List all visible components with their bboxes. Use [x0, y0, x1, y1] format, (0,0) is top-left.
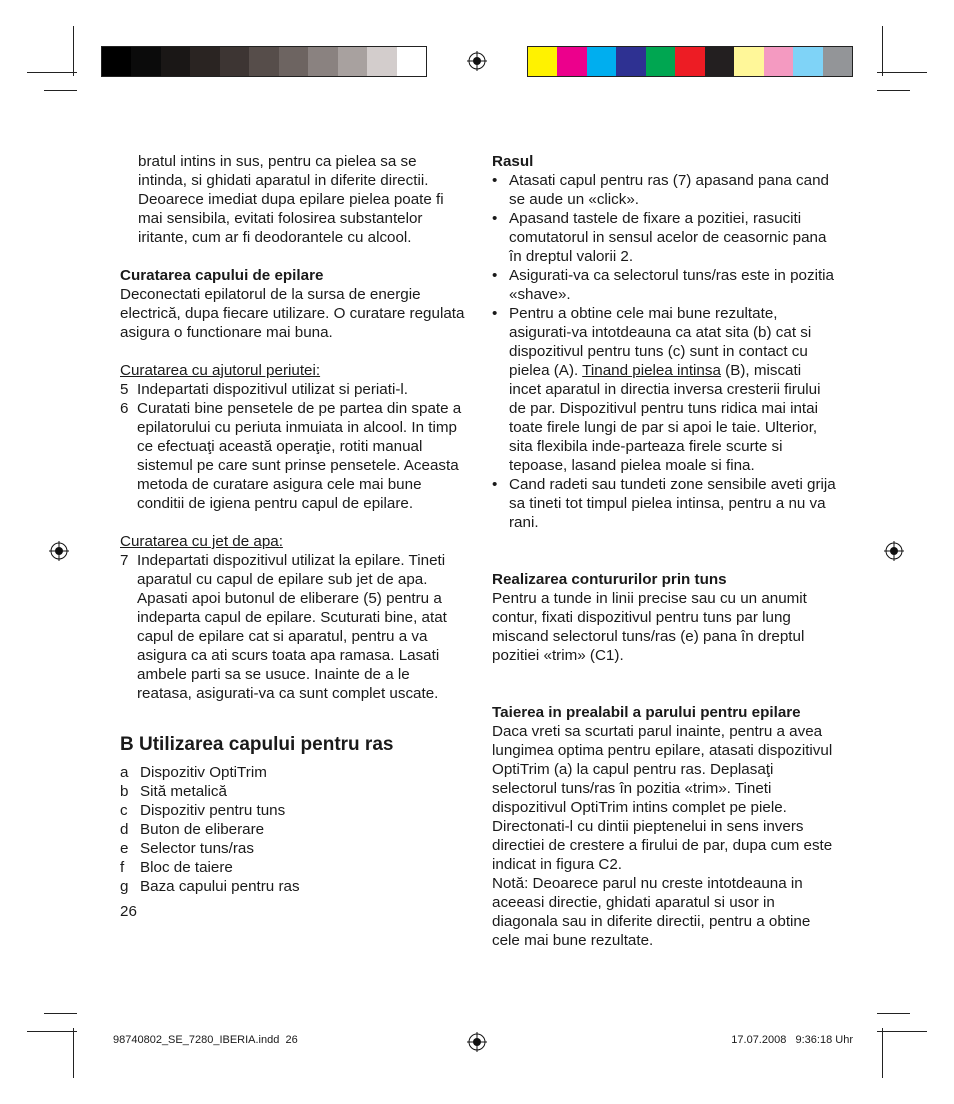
color-swatch	[131, 47, 161, 76]
bullet-icon: •	[492, 172, 498, 189]
bullet-text-part: (B), miscati incet aparatul in directia inversa cresterii firului de par. Dispozitivul pentru tuns ridica mai intai toate firele lungi de par si apoi le taie. Ulterior, sita flexibila inde-parteaza firele scurte si tepoase, lasand pielea moale si fina.	[509, 362, 821, 474]
registration-mark-icon	[467, 1032, 487, 1052]
contour-heading: Realizarea contururilor prin tuns	[492, 571, 727, 588]
list-item	[120, 877, 465, 896]
list-item	[120, 763, 465, 782]
part-label: Dispozitiv pentru tuns	[140, 802, 286, 819]
color-swatch	[793, 47, 823, 76]
color-swatch	[675, 47, 705, 76]
color-swatch	[220, 47, 250, 76]
footer-timestamp: 17.07.2008 9:36:18 Uhr	[731, 1034, 853, 1046]
underlined-phrase: Tinand pielea intinsa	[582, 362, 721, 379]
registration-mark-icon	[884, 541, 904, 561]
step-text: Indepartati dispozitivul utilizat si periati-l.	[137, 381, 408, 398]
footer-page: 26	[285, 1034, 298, 1046]
list-item	[120, 820, 465, 839]
color-swatch	[557, 47, 587, 76]
step-number: 5	[120, 381, 129, 398]
part-letter: e	[120, 840, 129, 857]
color-swatch	[279, 47, 309, 76]
list-item	[120, 858, 465, 877]
contour-paragraph: Pentru a tunde in linii precise sau cu un anumit contur, fixati dispozitivul pentru tuns par lung miscand selectorul tuns/ras (e) pana în dreptul pozitiei «trim» (C1).	[492, 590, 807, 664]
bullet-text: Asigurati-va ca selectorul tuns/ras este in pozitia «shave».	[509, 267, 834, 303]
shave-heading: Rasul	[492, 153, 534, 170]
color-swatch	[338, 47, 368, 76]
step-number: 7	[120, 552, 129, 569]
step-text: Curatati bine pensetele de pe partea din spate a epilatorului cu periuta inmuiata in alcool. In timp ce efectuaţi această operaţie, rotiti manual sistemul pe care sunt prinse pensetele. Aceasta metoda de curatare asigura cele mai bune conditii de igiena pentru capul de epilare.	[137, 400, 462, 512]
step-item	[120, 380, 465, 399]
color-swatch	[102, 47, 132, 76]
list-item	[120, 839, 465, 858]
part-letter: a	[120, 764, 129, 781]
color-swatch	[308, 47, 338, 76]
bullet-text: Apasand tastele de fixare a pozitiei, rasuciti comutatorul in sensul acelor de ceasornic pana în dreptul valorii 2.	[509, 210, 827, 265]
color-swatch	[528, 47, 558, 76]
bullet-item	[492, 209, 837, 266]
color-swatch	[646, 47, 676, 76]
parts-list	[120, 763, 465, 896]
water-cleaning-heading: Curatarea cu jet de apa:	[120, 533, 283, 550]
bullet-icon: •	[492, 267, 498, 284]
part-letter: f	[120, 859, 125, 876]
bullet-text: Cand radeti sau tundeti zone sensibile aveti grija sa tineti tot timpul pielea intinsa, pentru a nu va rani.	[509, 476, 836, 531]
process-color-bar	[527, 46, 853, 77]
part-label: Baza capului pentru ras	[140, 878, 300, 895]
step-item	[120, 551, 465, 703]
bullet-icon: •	[492, 305, 498, 322]
color-swatch	[587, 47, 617, 76]
right-column	[492, 152, 837, 950]
color-swatch	[734, 47, 764, 76]
note-paragraph: Notă: Deoarece parul nu creste intotdeauna in aceeasi directie, ghidati aparatul si usor in diagonala sau in diferite directii, pentru a obtine cele mai bune rezultate.	[492, 875, 811, 949]
color-swatch	[190, 47, 220, 76]
registration-mark-icon	[49, 541, 69, 561]
color-swatch	[249, 47, 279, 76]
bullet-text-part: Pentru a obtine cele mai bune rezultate, asigurati-va intotdeauna ca atat sita (b) cat si dispozitivul pentru tuns (c) sunt in contact cu pielea (A).	[509, 305, 812, 379]
color-swatch	[705, 47, 735, 76]
step-number: 6	[120, 400, 129, 417]
part-letter: c	[120, 802, 128, 819]
part-label: Dispozitiv OptiTrim	[140, 764, 267, 781]
list-item	[120, 782, 465, 801]
bullet-item	[492, 266, 837, 304]
page-number: 26	[120, 903, 137, 920]
registration-mark-icon	[467, 51, 487, 71]
color-swatch	[616, 47, 646, 76]
intro-paragraph: bratul intins in sus, pentru ca pielea sa se intinda, si ghidati aparatul in diferite directii. Deoarece imediat dupa epilare pielea poate fi mai sensibila, evitati folosirea substantelor iritante, cum ar fi deodorantele cu alcool.	[138, 153, 444, 246]
color-swatch	[764, 47, 794, 76]
bullet-text: Atasati capul pentru ras (7) apasand pana cand se aude un «click».	[509, 172, 829, 208]
brush-cleaning-heading: Curatarea cu ajutorul periutei:	[120, 362, 321, 379]
part-letter: d	[120, 821, 129, 838]
bullet-item	[492, 304, 837, 475]
color-swatch	[823, 47, 853, 76]
footer-file-info	[113, 1033, 298, 1047]
part-letter: g	[120, 878, 129, 895]
bullet-item	[492, 171, 837, 209]
gray-color-bar	[101, 46, 427, 77]
step-item	[120, 399, 465, 513]
color-swatch	[397, 47, 427, 76]
bullet-icon: •	[492, 476, 498, 493]
pretrim-heading: Taierea in prealabil a parului pentru epilare	[492, 704, 801, 721]
part-label: Sită metalică	[140, 783, 227, 800]
color-swatch	[161, 47, 191, 76]
pretrim-paragraph: Daca vreti sa scurtati parul inainte, pentru a avea lungimea optima pentru epilare, atasati dispozitivul OptiTrim (a) la capul pentru ras. Deplasaţi selectorul tuns/ras în pozitia «trim». Tineti dispozitivul OptiTrim intins complet pe piele. Directonati-l cu dintii pieptenelui in sens invers directiei de crestere a firului de par, dupa cum este indicat in figura C2.	[492, 723, 833, 873]
part-label: Selector tuns/ras	[140, 840, 254, 857]
cleaning-heading: Curatarea capului de epilare	[120, 267, 324, 284]
part-label: Buton de eliberare	[140, 821, 265, 838]
bullet-item	[492, 475, 837, 532]
part-label: Bloc de taiere	[140, 859, 233, 876]
list-item	[120, 801, 465, 820]
section-b-title: B Utilizarea capului pentru ras	[120, 734, 394, 755]
footer-filename: 98740802_SE_7280_IBERIA.indd	[113, 1034, 280, 1046]
step-text: Indepartati dispozitivul utilizat la epilare. Tineti aparatul cu capul de epilare sub jet de apa. Apasati apoi butonul de eliberare (5) pentru a indeparta capul de epilare. Scuturati bine, atat capul de epilare cat si aparatul, pentru a va asigura ca ati scurs toata apa ramasa. Lasati ambele parti sa se usuce. Inainte de a le reatasa, asigurati-va ca sunt complet uscate.	[137, 552, 447, 702]
part-letter: b	[120, 783, 129, 800]
color-swatch	[367, 47, 397, 76]
bullet-text	[509, 304, 837, 475]
bullet-icon: •	[492, 210, 498, 227]
cleaning-paragraph: Deconectati epilatorul de la sursa de energie electrică, dupa fiecare utilizare. O curatare regulata asigura o functionare mai buna.	[120, 286, 465, 341]
left-column	[120, 152, 465, 921]
